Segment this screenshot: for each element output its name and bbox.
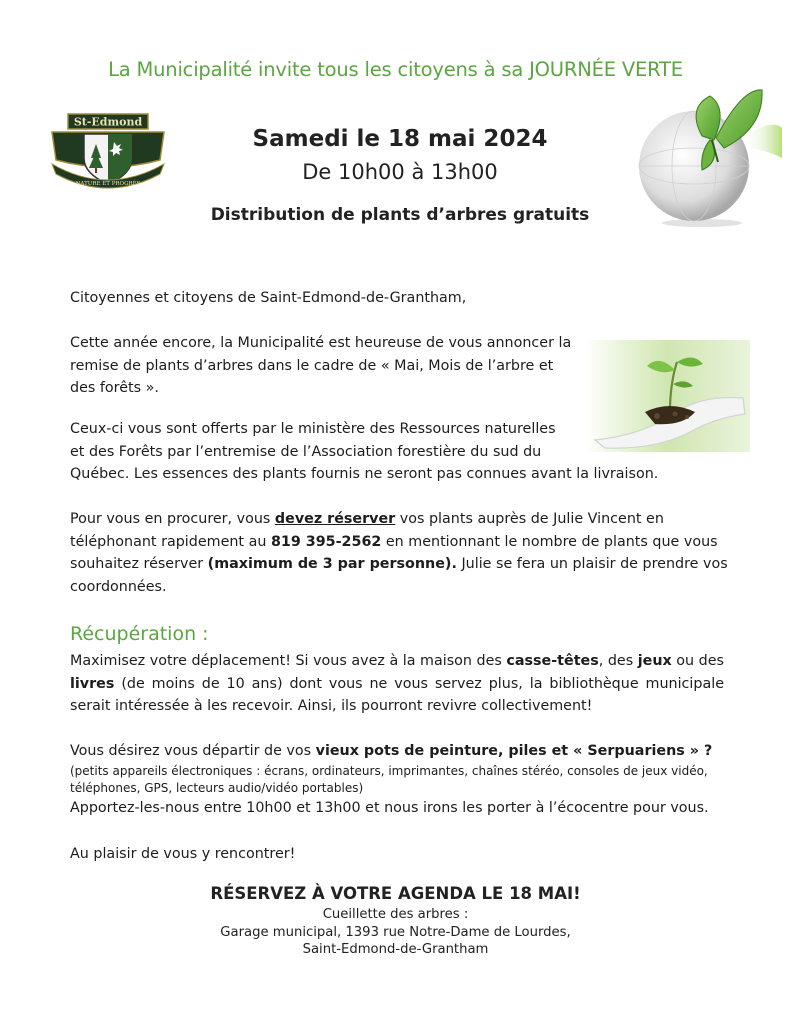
recuperation-paragraph — [70, 650, 724, 718]
puzzles-text: casse-têtes — [506, 653, 599, 669]
distribution-heading: Distribution de plants d’arbres gratuits — [210, 205, 590, 225]
electronics-note: (petits appareils électroniques : écrans, ordinateurs, imprimantes, chaînes stéréo, consoles de jeux vidéo, téléphones, GPS, lecteurs audio/vidéo portables) — [70, 763, 708, 795]
drop-off-note: Apportez-les-nous entre 10h00 et 13h00 et nous irons les porter à l’écocentre pour vous. — [70, 799, 709, 816]
must-reserve-text: devez réserver — [274, 511, 396, 527]
maximum-note: (maximum de 3 par personne). — [207, 556, 457, 572]
crest-motto: NATURE ET PROGRÈS — [75, 181, 141, 187]
reserve-agenda: RÉSERVEZ À VOTRE AGENDA LE 18 MAI! — [210, 884, 581, 903]
pickup-info — [0, 906, 791, 959]
ministry-line-2: et des Forêts par l’entremise de l’Association forestière du sud du — [70, 443, 542, 460]
crest-logo — [48, 112, 168, 194]
ministry-line-1: Ceux-ci vous sont offerts par le ministère des Ressources naturelles — [70, 421, 556, 437]
text-fragment: Vous désirez vous départir de vos — [70, 743, 316, 759]
crest-name: St-Edmond — [73, 115, 143, 129]
recuperation-heading: Récupération : — [70, 623, 209, 645]
text-fragment: vos plants auprès de Julie Vincent en téléphonant rapidement au — [70, 511, 664, 550]
recycling-paragraph — [70, 740, 730, 819]
books-text: livres — [70, 675, 115, 692]
text-fragment: Pour vous en procurer, vous — [70, 511, 275, 527]
event-date: Samedi le 18 mai 2024 — [252, 126, 548, 152]
recycling-items: vieux pots de peinture, piles et « Serpuariens » ? — [315, 743, 713, 759]
intro-paragraph: Cette année encore, la Municipalité est heureuse de vous annoncer la remise de plants d’arbres dans le cadre de « Mai, Mois de l’arbre et des forêts ». — [70, 335, 572, 396]
closing-line: Au plaisir de vous y rencontrer! — [70, 846, 296, 862]
reservation-paragraph — [70, 508, 730, 598]
text-fragment: en mentionnant le nombre de plants que vous souhaitez réserver — [70, 533, 718, 572]
games-text: jeux — [637, 653, 672, 669]
pickup-address-1: Garage municipal, 1393 rue Notre-Dame de Lourdes, — [220, 924, 571, 940]
pickup-label: Cueillette des arbres : — [322, 907, 469, 922]
greeting: Citoyennes et citoyens de Saint-Edmond-de-Grantham, — [70, 290, 467, 306]
pickup-address-2: Saint-Edmond-de-Grantham — [302, 942, 489, 957]
butterfly-globe-image — [632, 78, 782, 228]
recycling-question — [70, 740, 730, 763]
text-fragment: Julie se fera un plaisir de prendre vos coordonnées. — [70, 556, 728, 595]
event-title: La Municipalité invite tous les citoyens à sa JOURNÉE VERTE — [108, 58, 683, 81]
text-fragment: , des — [598, 653, 638, 669]
text-fragment: (de moins de 10 ans) dont vous ne vous servez plus, la bibliothèque municipale serait intéressée à les recevoir. Ainsi, ils pourront revivre collectivement! — [70, 675, 724, 714]
ministry-paragraph — [70, 418, 750, 486]
text-fragment: ou des — [671, 653, 724, 669]
ministry-line-3: Québec. Les essences des plants fournis ne seront pas connues avant la livraison. — [70, 466, 659, 482]
text-fragment: Maximisez votre déplacement! Si vous avez à la maison des — [70, 653, 507, 669]
event-hours: De 10h00 à 13h00 — [302, 160, 498, 184]
phone-number: 819 395-2562 — [270, 533, 382, 550]
